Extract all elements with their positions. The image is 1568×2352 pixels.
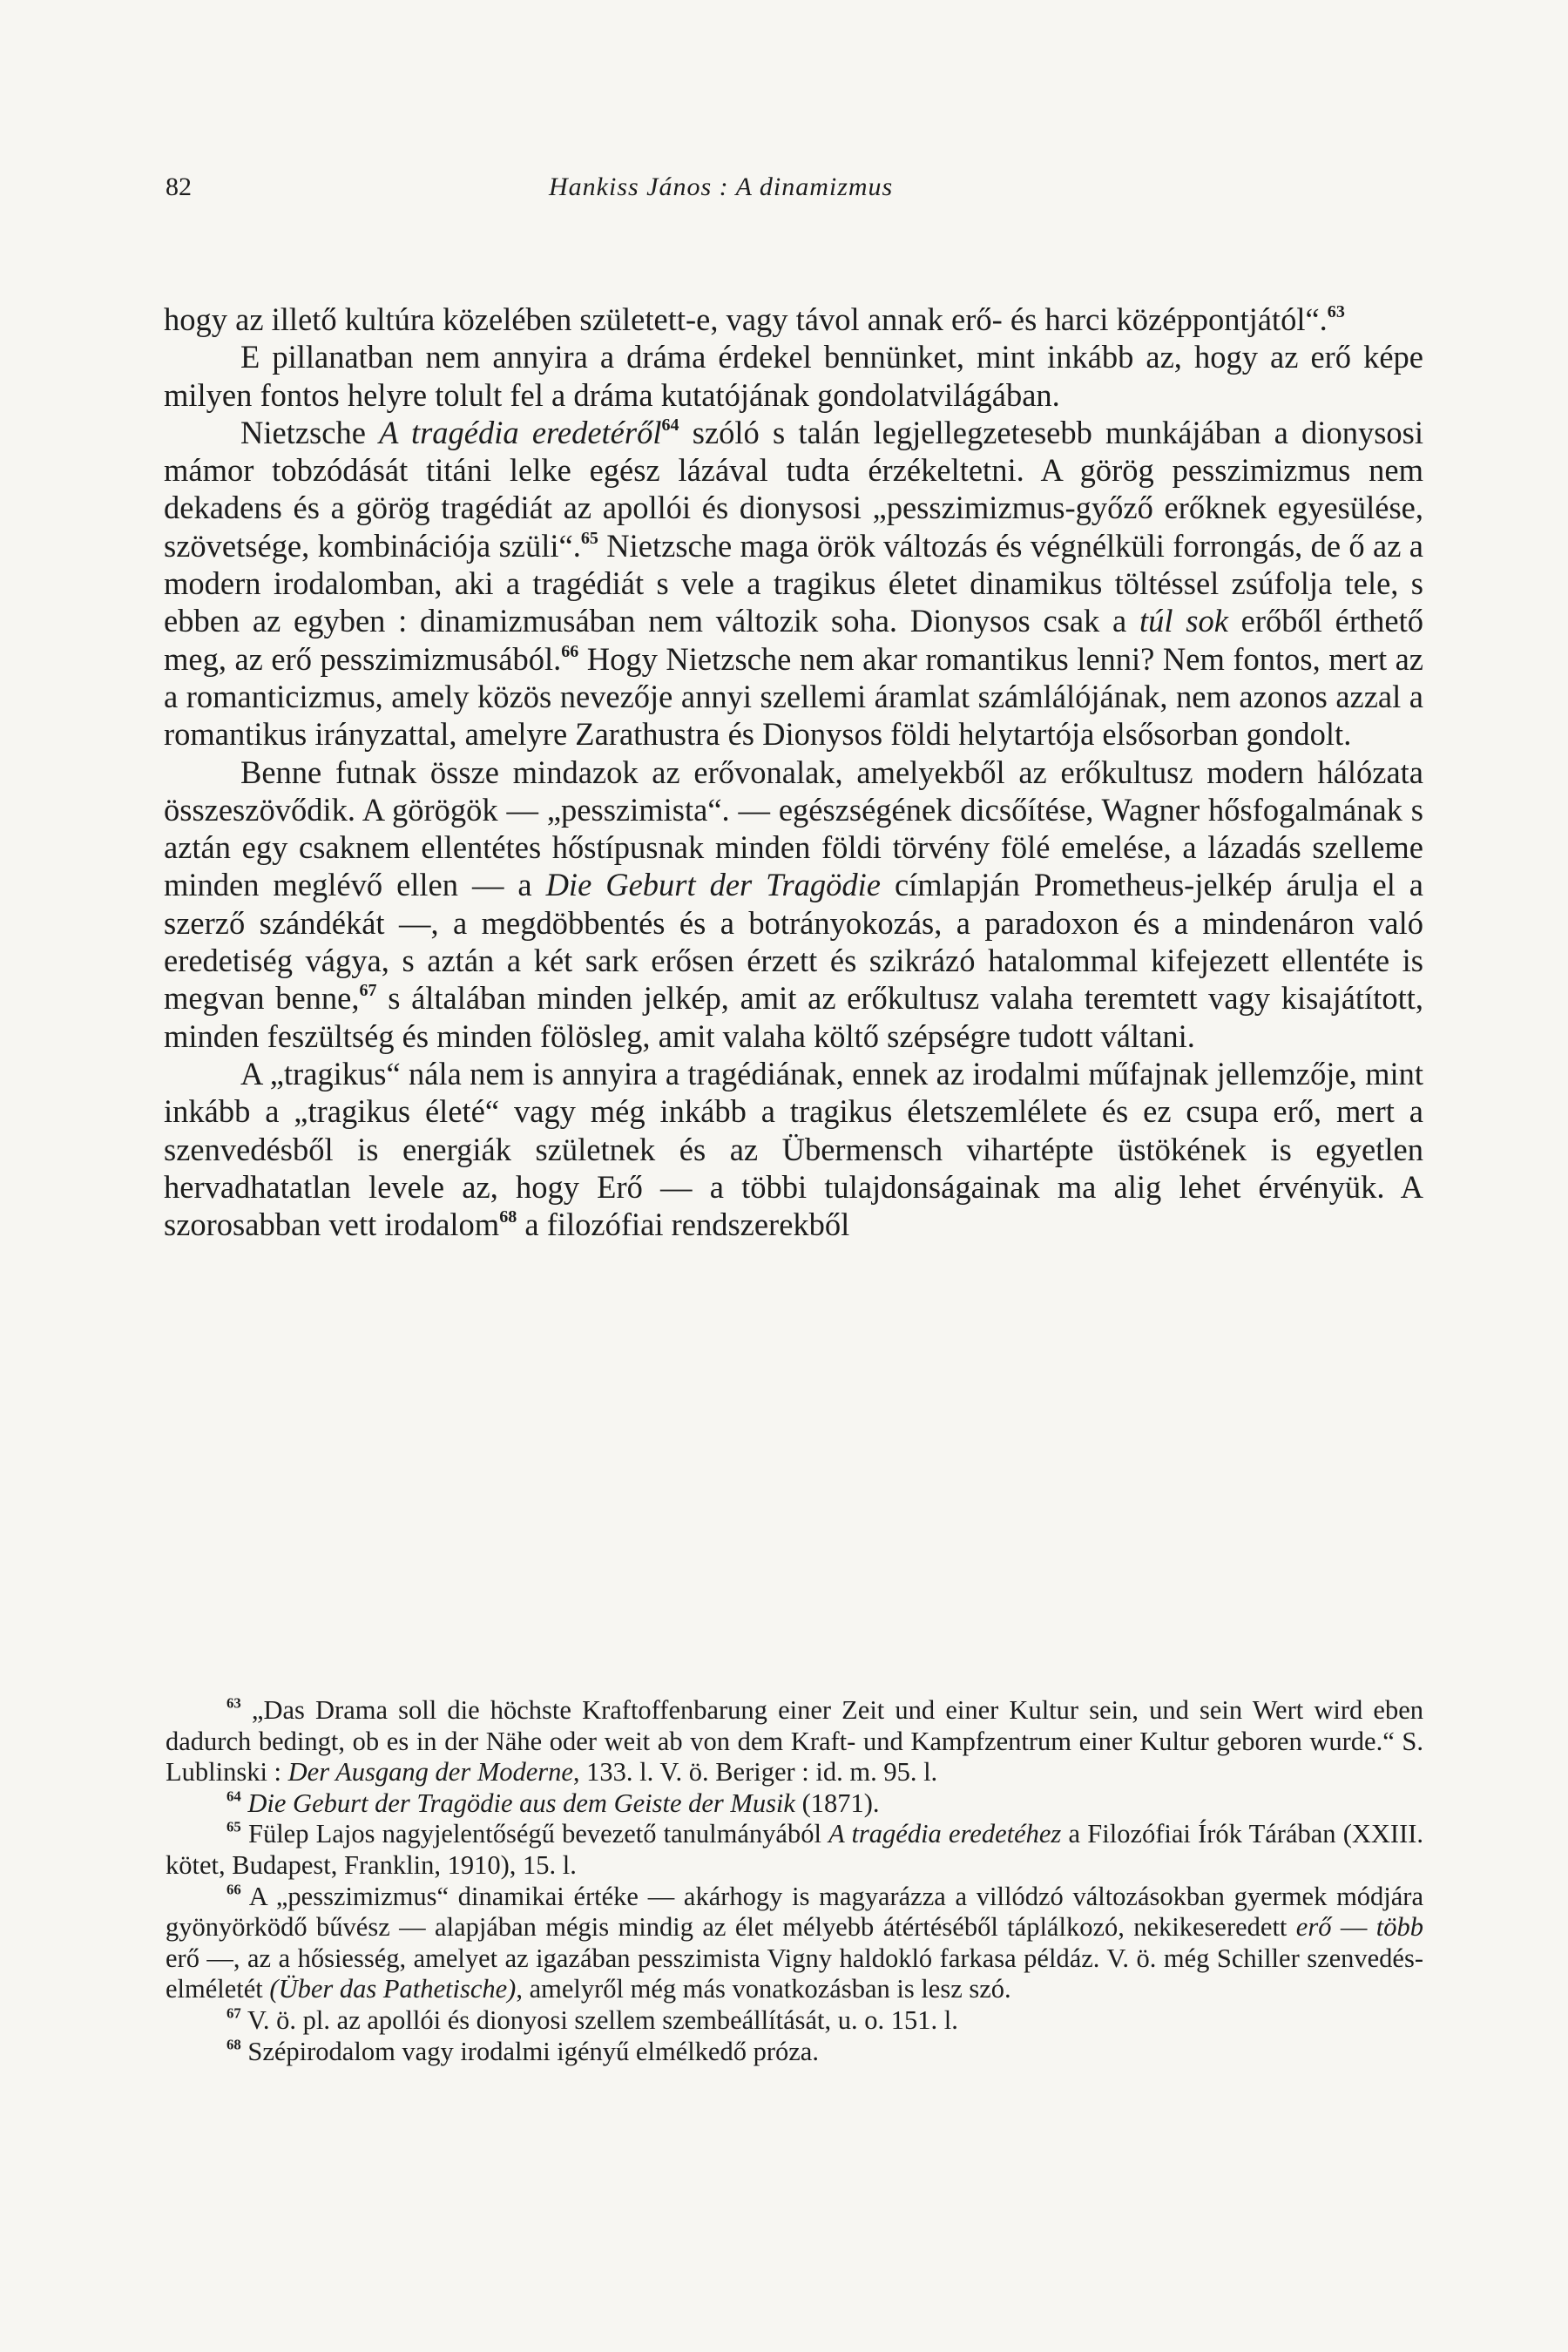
footnote-ref: 63 [1327,301,1345,321]
footnote-66: $^{66}$ A „pesszimizmus“ dinamikai értéke — akárhogy is magyarázza a villódzó változásokban gyermek módjára gyönyörködő bűvész — alapjában mégis mindig az élet mélyebb átértéséből táplálkozó, nekikeseredett erő — több erő —, az a hősiesség, amelyet az igazában pesszimista Vigny haldokló farkasa példáz. V. ö. még Schiller szenvedés-elméletét (Über das Pathetische), amelyről még más vonatkozásban is lesz szó. [166,1880,1424,2004]
footnotes [166,1695,1423,2067]
paragraph: E pillanatban nem annyira a dráma érdekel bennünket, mint inkább az, hogy az erő képe milyen fontos helyre tolult fel a dráma kutatójának gondolatvilágában. [164,339,1423,413]
footnote-67: $^{67}$ V. ö. pl. az apollói és dionyosi szellem szembeállítását, u. o. 151. l. [226,2004,958,2035]
paragraph: A „tragikus“ nála nem is annyira a tragédiának, ennek az irodalmi műfajnak jellemzője, mint inkább a „tragikus életé“ vagy még inkább a tragikus életszemlélete és ez csupa erő, mert a szenvedésből is energiák születnek és az Übermensch vihartépte üstökének is egyetlen hervadhatatlan levele az, hogy Erő — a többi tulajdonságainak ma alig lehet érvényük. A szorosabban vett irodalom$^{68}$ a filozófiai rendszerekből [164,1055,1423,1243]
book-title: Die Geburt der Tragödie [545,867,882,903]
book-title: A tragédia eredetéről [379,414,662,450]
footnote-64: $^{64}$ Die Geburt der Tragödie aus dem Geiste der Musik (1871). [226,1788,880,1818]
footnote-ref: 65 [580,528,598,548]
page-header [166,172,1420,211]
paragraph: hogy az illető kultúra közelében született-e, vagy távol annak erő- és harci középpontjától“.$^{63}$ [164,301,1345,337]
emphasis: túl sok [1139,603,1228,639]
footnote-68: $^{68}$ Szépirodalom vagy irodalmi igényű elmélkedő próza. [226,2035,819,2066]
main-text [164,301,1423,1243]
footnote-ref: 68 [499,1207,517,1227]
footnote-63: $^{63}$ „Das Drama soll die höchste Kraftoffenbarung einer Zeit und einer Kultur sein, und sein Wert wird eben dadurch bedingt, ob es in der Nähe oder weit ab von dem Kraft- und Kampfzentrum einer Kultur geboren wurde.“ S. Lublinski : Der Ausgang der Moderne, 133. l. V. ö. Beriger : id. m. 95. l. [166,1694,1423,1788]
page-number: 82 [166,172,192,201]
running-head: Hankiss János : A dinamizmus [549,172,894,201]
paragraph: Benne futnak össze mindazok az erővonalak, amelyekből az erőkultusz modern hálózata összeszövődik. A görögök — „pesszimista“. — egészségének dicsőítése, Wagner hősfogalmának s aztán egy csaknem ellentétes hőstípusnak minden földi törvény fölé emelése, a lázadás szelleme minden meglévő ellen — a Die Geburt der Tragödie címlapján Prometheus-jelkép árulja el a szerző szándékát —, a megdöbbentés és a botrányokozás, a paradoxon és a mindenáron való eredetiség vágya, s aztán a két sark erősen érzett és szikrázó hatalommal kifejezett ellentéte is megvan benne,$^{67}$ s általában minden jelkép, amit az erőkultusz valaha teremtett vagy kisajátított, minden feszültség és minden fölösleg, amit valaha költő szépségre tudott váltani. [164,754,1423,1054]
paragraph: Nietzsche A tragédia eredetéről$^{64}$ szóló s talán legjellegzetesebb munkájában a dionysosi mámor tobzódását titáni lelke egész lázával tudta érzékeltetni. A görög pesszimizmus nem dekadens és a görög tragédiát az apollói és dionysosi „pesszimizmus-győző erőknek egyesülése, szövetsége, kombinációja szüli“.$^{65}$ Nietzsche maga örök változás és végnélküli forrongás, de ő az a modern irodalomban, aki a tragédiát s vele a tragikus életet dinamikus töltéssel zsúfolja tele, s ebben az egyben : dinamizmusában nem változik soha. Dionysos csak a túl sok erőből érthető meg, az erő pesszimizmusából.$^{66}$ Hogy Nietzsche nem akar romantikus lenni? Nem fontos, mert az a romanticizmus, amely közös nevezője annyi szellemi áramlat számlálójának, nem azonos azzal a romantikus irányzattal, amelyre Zarathustra és Dionysos földi helytartója elsősorban gondolt. [164,414,1424,753]
footnote-ref: 66 [561,641,579,661]
footnote-ref: 67 [359,981,377,1001]
footnote-65: $^{65}$ Fülep Lajos nagyjelentőségű bevezető tanulmányából A tragédia eredetéhez a Filozófiai Írók Tárában (XXIII. kötet, Budapest, Franklin, 1910), 15. l. [166,1818,1424,1880]
footnote-ref: 64 [661,415,679,435]
